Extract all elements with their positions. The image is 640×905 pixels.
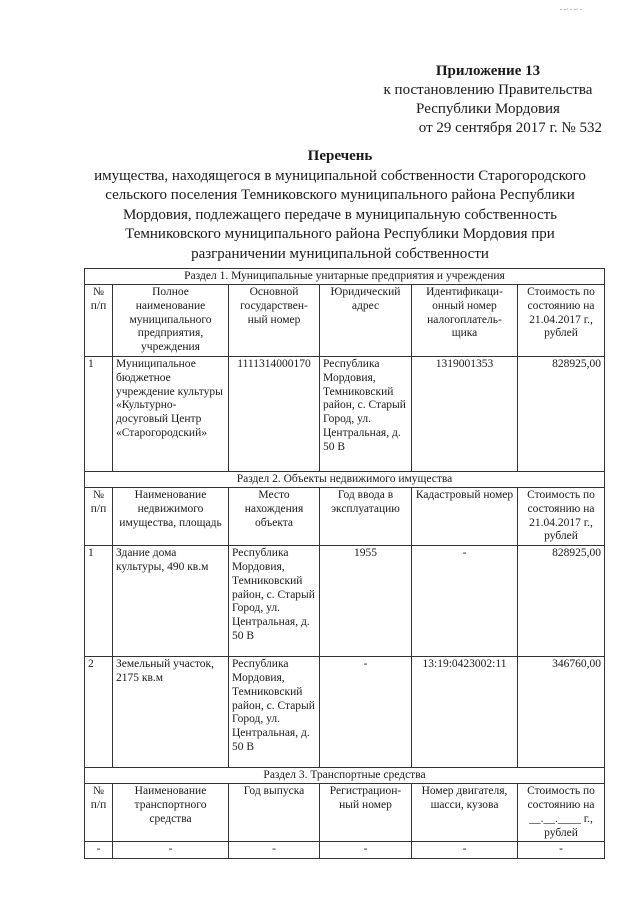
table-row: [85, 546, 605, 657]
heading-line: сельского поселения Темниковского муниципального района Республики: [105, 187, 575, 203]
table-cell: -: [113, 842, 229, 859]
appendix-title: Приложение 13: [435, 63, 541, 79]
table-row: [85, 356, 605, 471]
header-cell: Стоимость по состоянию на 21.04.2017 г., рублей: [518, 285, 605, 357]
appendix-block: [368, 62, 608, 138]
table-cell: -: [518, 842, 605, 859]
table-cell: 828925,00: [518, 546, 605, 657]
table-header-row: [85, 487, 605, 545]
table-cell: -: [85, 842, 113, 859]
table-cell: -: [229, 842, 320, 859]
header-cell: Наименование недвижимого имущества, площадь: [113, 487, 229, 545]
heading-line: имущества, находящегося в муниципальной собственности Старогородского: [94, 167, 586, 184]
heading-line: Мордовия, подлежащего передаче в муниципальную собственность: [122, 206, 558, 223]
section-title-row: [85, 269, 605, 285]
section1-title: Раздел 1. Муниципальные унитарные предприятия и учреждения: [85, 269, 605, 285]
table-cell: Республика Мордовия, Темниковский район, с. Старый Город, ул. Центральная, д. 50 В: [229, 657, 320, 768]
header-cell: Полное наименование муниципального предприятия, учреждения: [113, 285, 229, 357]
header-cell: № п/п: [85, 285, 113, 357]
header-cell: Юридический адрес: [320, 285, 412, 357]
header-cell: Регистрацион-ный номер: [320, 784, 412, 842]
header-cell: Идентификаци-онный номер налогоплатель-щика: [412, 285, 518, 357]
header-cell: Стоимость по состоянию на __.__.____ г., рублей: [518, 784, 605, 842]
header-cell: Номер двигателя, шасси, кузова: [412, 784, 518, 842]
header-cell: № п/п: [85, 487, 113, 545]
table-cell: 1: [85, 356, 113, 471]
table-cell: -: [320, 657, 412, 768]
appendix-date-line: от 29 сентября 2017 г. № 532: [418, 120, 602, 136]
table-cell: Муниципальное бюджетное учреждение культуры «Культурно-досуговый Центр «Старогородский»: [113, 356, 229, 471]
table-cell: 346760,00: [518, 657, 605, 768]
header-cell: Основной государствен-ный номер: [229, 285, 320, 357]
table-cell: -: [320, 842, 412, 859]
header-cell: Год ввода в эксплуатацию: [320, 487, 412, 545]
header-cell: № п/п: [85, 784, 113, 842]
table-cell: Республика Мордовия, Темниковский район, с. Старый Город, ул. Центральная, д. 50 В: [320, 356, 412, 471]
header-cell: Место нахождения объекта: [229, 487, 320, 545]
section-title-row: [85, 471, 605, 487]
table-cell: 828925,00: [518, 356, 605, 471]
section-title-row: [85, 768, 605, 784]
table-cell: 1955: [320, 546, 412, 657]
appendix-line: к постановлению Правительства: [383, 82, 593, 98]
header-cell: Наименование транспортного средства: [113, 784, 229, 842]
section2-title: Раздел 2. Объекты недвижимого имущества: [85, 471, 605, 487]
table-header-row: [85, 285, 605, 357]
table-cell: -: [412, 546, 518, 657]
table-cell: 1: [85, 546, 113, 657]
appendix-line: Республики Мордовия: [416, 101, 560, 117]
table-cell: Здание дома культуры, 490 кв.м: [113, 546, 229, 657]
table-cell: 1319001353: [412, 356, 518, 471]
table-row: [85, 657, 605, 768]
table-cell: -: [412, 842, 518, 859]
section3-title: Раздел 3. Транспортные средства: [85, 768, 605, 784]
corner-mark: ـ ،ـ ـ ،ـ ـ: [560, 4, 582, 12]
table-cell: Республика Мордовия, Темниковский район, с. Старый Город, ул. Центральная, д. 50 В: [229, 546, 320, 657]
heading-line: Темниковского муниципального района Республики Мордовия при: [125, 226, 555, 242]
table-header-row: [85, 784, 605, 842]
table-cell: Земельный участок, 2175 кв.м: [113, 657, 229, 768]
heading-line: разграничении муниципальной собственности: [191, 245, 489, 262]
header-cell: Стоимость по состоянию на 21.04.2017 г., рублей: [518, 487, 605, 545]
table-row: [85, 842, 605, 859]
document-heading: [80, 147, 600, 264]
table-cell: 1111314000170: [229, 356, 320, 471]
header-cell: Год выпуска: [229, 784, 320, 842]
heading-title: Перечень: [307, 148, 373, 164]
header-cell: Кадастровый номер: [412, 487, 518, 545]
property-table: [84, 268, 605, 859]
table-cell: 2: [85, 657, 113, 768]
table-cell: 13:19:0423002:11: [412, 657, 518, 768]
